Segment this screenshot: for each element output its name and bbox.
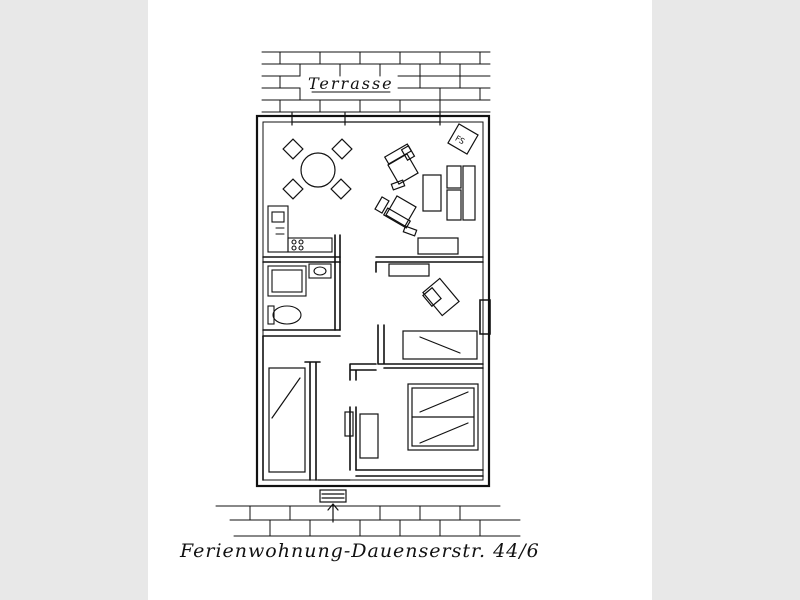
- terrace-windows: [292, 113, 440, 125]
- fireplace-label: FS: [453, 133, 467, 147]
- outer-walls: [257, 116, 489, 486]
- entrance: [318, 480, 350, 522]
- terrace-label: Terrasse: [308, 74, 394, 93]
- fireplace: [448, 124, 478, 154]
- ground-brick-pattern: [216, 506, 520, 536]
- dining-table: [283, 139, 352, 199]
- kitchen-counter: [268, 206, 332, 252]
- bedroom2-furniture: [345, 384, 478, 458]
- bathroom-fixtures: [268, 264, 331, 324]
- hall-closet: [269, 368, 305, 472]
- plan-title: Ferienwohnung-Dauenserstr. 44/6: [180, 540, 540, 562]
- living-furniture: [375, 144, 475, 254]
- bedroom1-furniture: [389, 264, 477, 359]
- interior-walls: [263, 235, 490, 480]
